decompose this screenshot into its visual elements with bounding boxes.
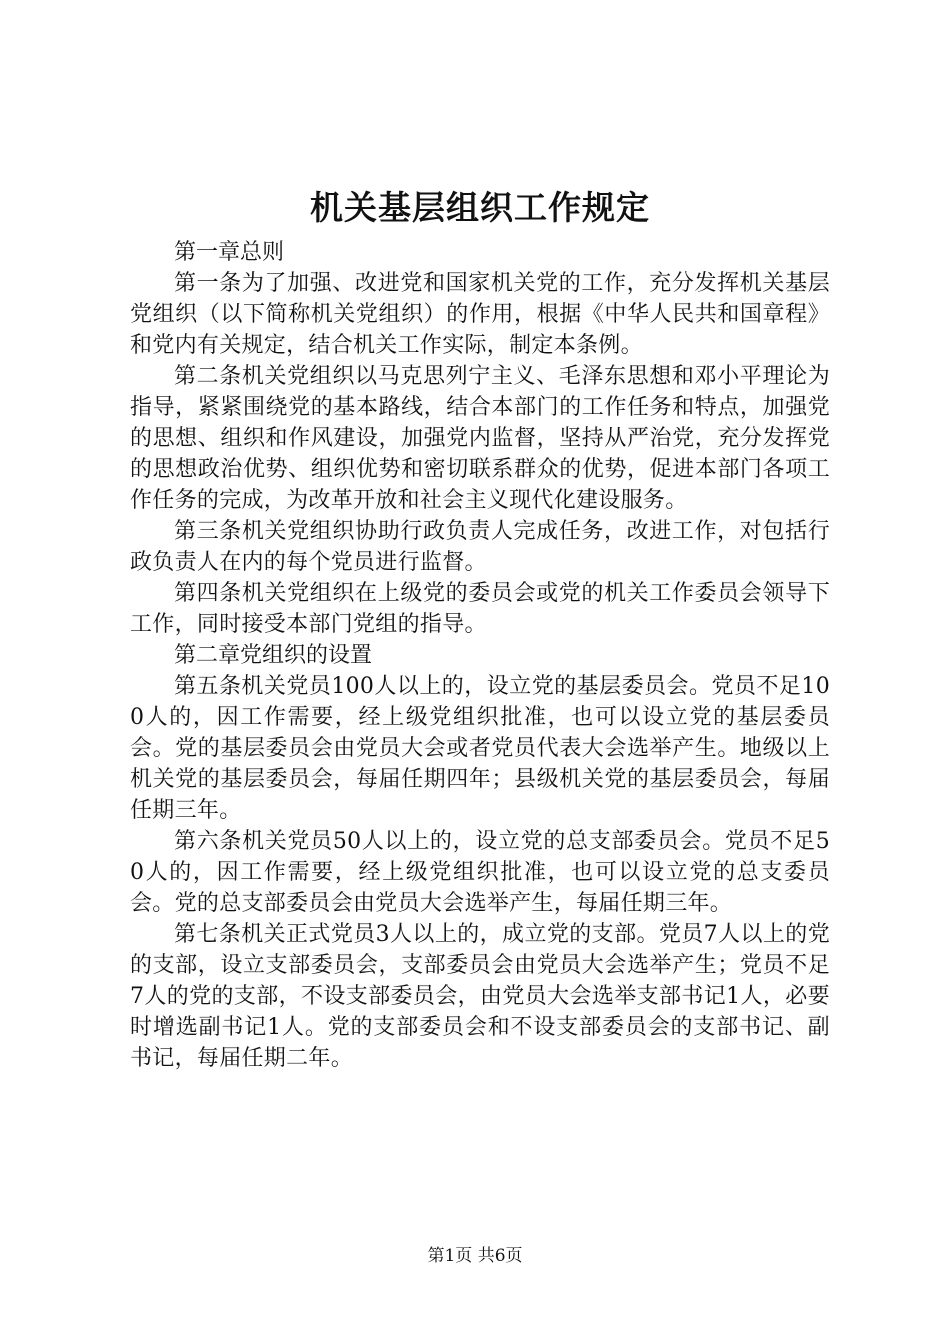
chapter-heading-1: 第一章总则 [174,240,285,265]
page-footer: 第1页 共6页 [427,1246,523,1266]
article-6: 第六条机关党员50人以上的，设立党的总支部委员会。党员不足50人的，因工作需要，经上级党组织批准，也可以设立党的总支委员会。党的总支部委员会由党员大会选举产生，每届任期三年。 [130,829,830,916]
chapter-heading-2: 第二章党组织的设置 [174,643,373,668]
article-2: 第二条机关党组织以马克思列宁主义、毛泽东思想和邓小平理论为指导，紧紧围绕党的基本路线，结合本部门的工作任务和特点，加强党的思想、组织和作风建设，加强党内监督，坚持从严治党，充分发挥党的思想政治优势、组织优势和密切联系群众的优势，促进本部门各项工作任务的完成，为改革开放和社会主义现代化建设服务。 [130,364,830,513]
article-3: 第三条机关党组织协助行政负责人完成任务，改进工作，对包括行政负责人在内的每个党员进行监督。 [130,519,830,575]
document-page [130,185,830,1074]
article-1: 第一条为了加强、改进党和国家机关党的工作，充分发挥机关基层党组织（以下简称机关党组织）的作用，根据《中华人民共和国章程》和党内有关规定，结合机关工作实际，制定本条例。 [130,271,830,358]
article-5: 第五条机关党员100人以上的，设立党的基层委员会。党员不足100人的，因工作需要，经上级党组织批准，也可以设立党的基层委员会。党的基层委员会由党员大会或者党员代表大会选举产生。地级以上机关党的基层委员会，每届任期四年；县级机关党的基层委员会，每届任期三年。 [130,674,830,823]
article-7: 第七条机关正式党员3人以上的，成立党的支部。党员7人以上的党的支部，设立支部委员会，支部委员会由党员大会选举产生；党员不足7人的党的支部，不设支部委员会，由党员大会选举支部书记1人，必要时增选副书记1人。党的支部委员会和不设支部委员会的支部书记、副书记，每届任期二年。 [130,922,830,1071]
article-4: 第四条机关党组织在上级党的委员会或党的机关工作委员会领导下工作，同时接受本部门党组的指导。 [130,581,830,637]
document-title: 机关基层组织工作规定 [310,188,650,227]
